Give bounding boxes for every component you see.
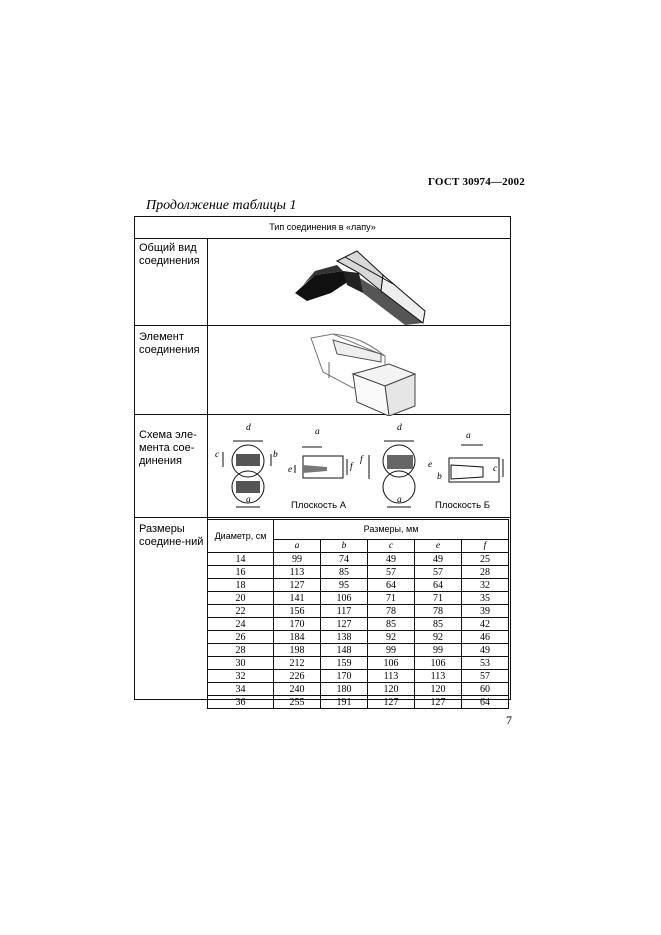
size-cell: 127	[368, 696, 415, 709]
diameter-cell: 14	[208, 553, 274, 566]
diameter-cell: 30	[208, 657, 274, 670]
size-cell: 46	[462, 631, 509, 644]
size-cell: 170	[321, 670, 368, 683]
size-cell: 170	[274, 618, 321, 631]
size-cell: 120	[415, 683, 462, 696]
size-cell: 39	[462, 605, 509, 618]
connection-table	[134, 216, 511, 708]
size-cell: 180	[321, 683, 368, 696]
column-header: e	[415, 540, 462, 553]
plane-a-label: Плоскость А	[291, 500, 347, 511]
size-cell: 255	[274, 696, 321, 709]
size-cell: 85	[415, 618, 462, 631]
size-cell: 106	[415, 657, 462, 670]
size-cell: 127	[321, 618, 368, 631]
size-cell: 85	[368, 618, 415, 631]
size-cell: 64	[462, 696, 509, 709]
table-row	[208, 683, 509, 696]
size-cell: 49	[368, 553, 415, 566]
size-cell: 148	[321, 644, 368, 657]
size-cell: 60	[462, 683, 509, 696]
size-cell: 226	[274, 670, 321, 683]
dim-letter-a-plane-a: a	[315, 427, 320, 437]
diameter-cell: 20	[208, 592, 274, 605]
table-row	[208, 618, 509, 631]
size-cell: 71	[368, 592, 415, 605]
sizes-header: Размеры, мм	[274, 520, 509, 540]
size-cell: 113	[368, 670, 415, 683]
size-cell: 35	[462, 592, 509, 605]
size-cell: 127	[415, 696, 462, 709]
size-cell: 57	[368, 566, 415, 579]
dim-letter-a-plane-b: a	[466, 431, 471, 441]
diameter-cell: 16	[208, 566, 274, 579]
size-cell: 85	[321, 566, 368, 579]
size-cell: 99	[274, 553, 321, 566]
size-cell: 191	[321, 696, 368, 709]
table-row	[208, 644, 509, 657]
size-cell: 71	[415, 592, 462, 605]
diameter-header: Диаметр, см	[208, 520, 274, 553]
size-cell: 74	[321, 553, 368, 566]
plane-b-label: Плоскость Б	[435, 500, 490, 511]
dim-letter-a-right: a	[397, 495, 402, 505]
column-header: c	[368, 540, 415, 553]
table-row	[208, 696, 509, 709]
size-cell: 53	[462, 657, 509, 670]
dim-letter-d-left: d	[246, 423, 251, 433]
size-cell: 64	[368, 579, 415, 592]
size-cell: 99	[415, 644, 462, 657]
table-row	[208, 592, 509, 605]
size-cell: 78	[368, 605, 415, 618]
dim-letter-b-plane-b: b	[437, 472, 442, 482]
dim-letter-e-right: e	[428, 460, 433, 470]
diameter-cell: 34	[208, 683, 274, 696]
dim-letter-c-left: c	[215, 450, 220, 460]
size-cell: 127	[274, 579, 321, 592]
diameter-cell: 32	[208, 670, 274, 683]
diameter-cell: 28	[208, 644, 274, 657]
table-row	[208, 553, 509, 566]
size-cell: 25	[462, 553, 509, 566]
table-row	[208, 670, 509, 683]
size-cell: 78	[415, 605, 462, 618]
row-label-general-view: Общий вид соединения	[139, 242, 200, 267]
table-row	[208, 605, 509, 618]
size-cell: 64	[415, 579, 462, 592]
dim-letter-e-plane-a: e	[288, 465, 293, 475]
size-cell: 106	[321, 592, 368, 605]
table-row	[208, 631, 509, 644]
dim-letter-d-right: d	[397, 423, 402, 433]
general-view-illustration	[285, 245, 435, 325]
size-cell: 92	[415, 631, 462, 644]
dim-letter-b-left: b	[273, 450, 278, 460]
size-cell: 49	[415, 553, 462, 566]
dim-letter-c-plane-b: c	[493, 464, 498, 474]
size-cell: 138	[321, 631, 368, 644]
size-cell: 28	[462, 566, 509, 579]
dimensions-table	[207, 519, 509, 709]
dim-letter-f-right: f	[360, 455, 363, 465]
size-cell: 240	[274, 683, 321, 696]
dim-letter-f-plane-a: f	[350, 462, 353, 472]
size-cell: 120	[368, 683, 415, 696]
table-caption: Продолжение таблицы 1	[146, 198, 297, 213]
diameter-cell: 24	[208, 618, 274, 631]
column-header: f	[462, 540, 509, 553]
element-illustration	[293, 332, 431, 416]
size-cell: 99	[368, 644, 415, 657]
size-cell: 106	[368, 657, 415, 670]
dim-letter-a-left: a	[246, 495, 251, 505]
column-header: a	[274, 540, 321, 553]
size-cell: 113	[274, 566, 321, 579]
diameter-cell: 36	[208, 696, 274, 709]
diameter-cell: 18	[208, 579, 274, 592]
diameter-cell: 22	[208, 605, 274, 618]
size-cell: 117	[321, 605, 368, 618]
size-cell: 92	[368, 631, 415, 644]
column-header: b	[321, 540, 368, 553]
size-cell: 57	[462, 670, 509, 683]
size-cell: 49	[462, 644, 509, 657]
size-cell: 95	[321, 579, 368, 592]
diameter-cell: 26	[208, 631, 274, 644]
standard-number: ГОСТ 30974—2002	[428, 176, 525, 188]
size-cell: 159	[321, 657, 368, 670]
table-row	[208, 579, 509, 592]
size-cell: 198	[274, 644, 321, 657]
size-cell: 42	[462, 618, 509, 631]
size-cell: 57	[415, 566, 462, 579]
size-cell: 32	[462, 579, 509, 592]
table-row	[208, 566, 509, 579]
row-label-sizes: Размеры соедине-ний	[139, 523, 204, 548]
size-cell: 113	[415, 670, 462, 683]
row-label-scheme: Схема эле-мента сое-динения	[139, 429, 197, 467]
table-title: Тип соединения в «лапу»	[269, 222, 376, 232]
size-cell: 184	[274, 631, 321, 644]
size-cell: 212	[274, 657, 321, 670]
size-cell: 156	[274, 605, 321, 618]
size-cell: 141	[274, 592, 321, 605]
page-number: 7	[506, 713, 512, 727]
table-row	[208, 657, 509, 670]
row-label-element: Элемент соединения	[139, 331, 200, 356]
